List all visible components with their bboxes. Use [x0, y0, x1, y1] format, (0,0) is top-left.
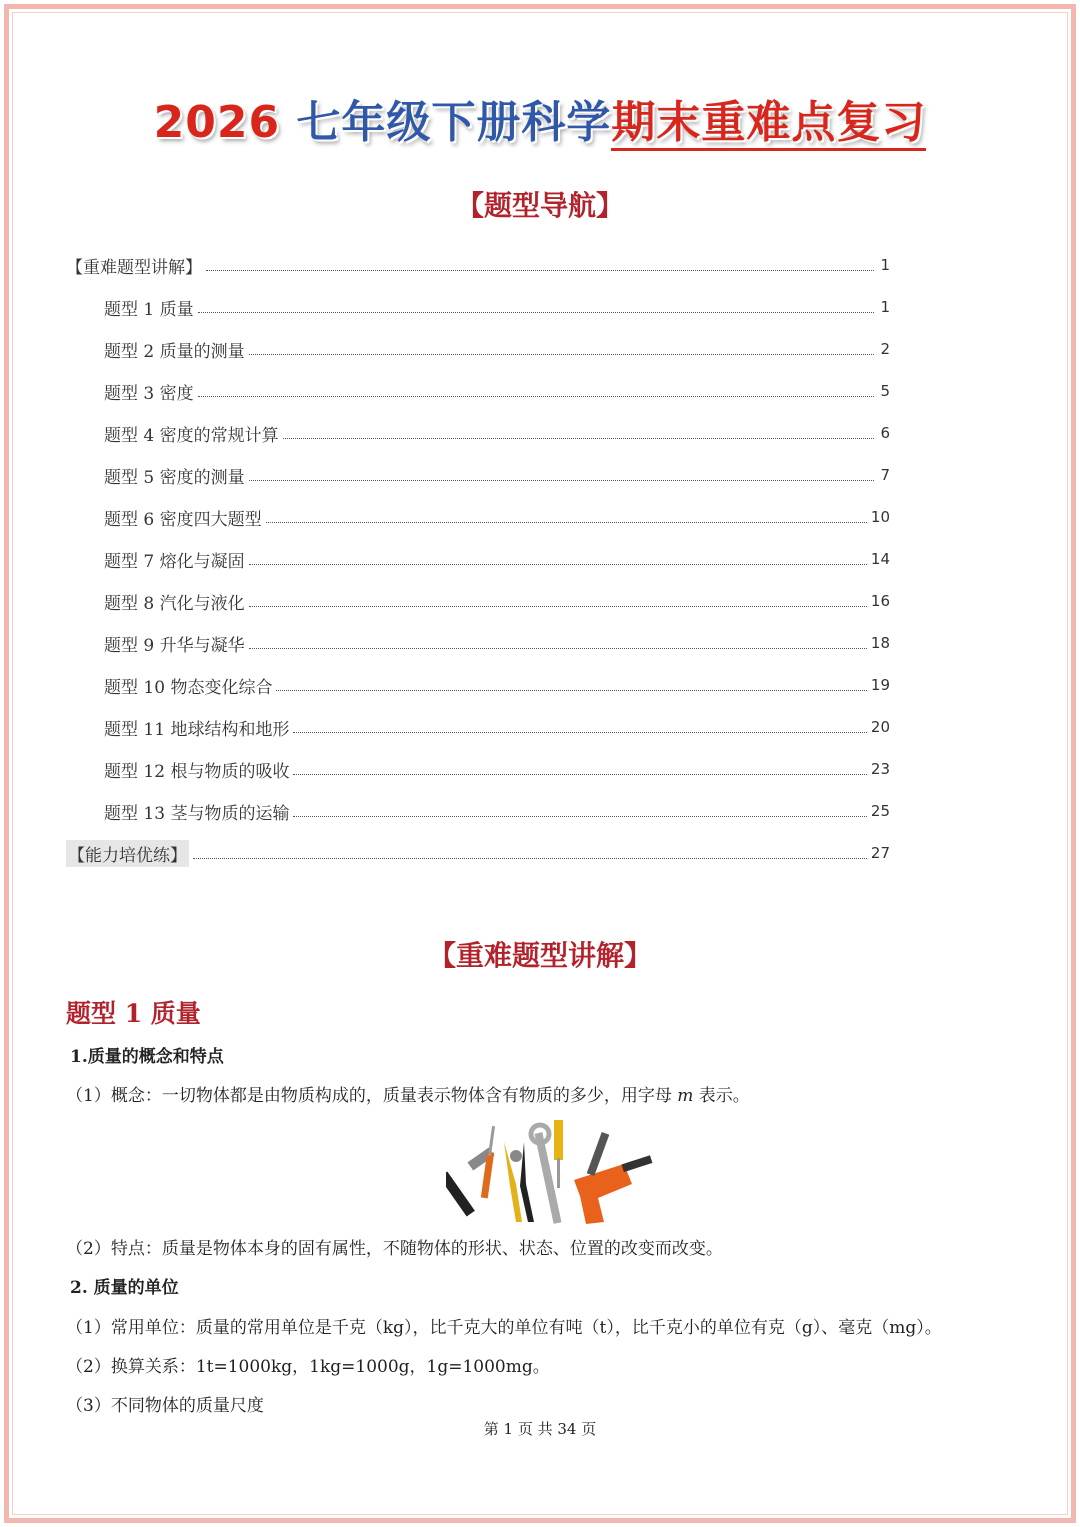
- toc-entry-page: 1: [880, 298, 890, 316]
- toc-entry-page: 16: [870, 592, 890, 610]
- toc-entry-page: 23: [870, 760, 890, 778]
- toc-entry-label: 【能力培优练】: [66, 840, 189, 867]
- title-middle: 七年级下册科学: [280, 97, 612, 148]
- toc-entry[interactable]: [66, 748, 890, 790]
- toc-entry-page: 25: [870, 802, 890, 820]
- variable-m: m: [677, 1086, 694, 1106]
- toc-entry-page: 6: [880, 424, 890, 442]
- toc-entry-label: 题型 6 密度四大题型: [104, 509, 262, 530]
- paragraph-concept: [66, 1081, 750, 1106]
- paragraph-property: （2）特点：质量是物体本身的固有属性，不随物体的形状、状态、位置的改变而改变。: [66, 1239, 723, 1259]
- toc-entry-label: 题型 11 地球结构和地形: [104, 719, 290, 740]
- toc-entry-page: 18: [870, 634, 890, 652]
- section-heading: 【重难题型讲解】: [427, 939, 652, 972]
- drill-icon: [574, 1132, 652, 1224]
- toc-leader-dots: [249, 354, 874, 355]
- toc-entry-label: 题型 3 密度: [104, 383, 194, 404]
- toc-entry-page: 7: [880, 466, 890, 484]
- toc-entry-label: 题型 10 物态变化综合: [104, 677, 273, 698]
- toc-leader-dots: [206, 270, 874, 271]
- toc-entry[interactable]: [66, 664, 890, 706]
- toc-entry-label: 题型 7 熔化与凝固: [104, 551, 245, 572]
- paragraph-concept-end: 表示。: [693, 1086, 750, 1106]
- toc-entry[interactable]: [66, 706, 890, 748]
- toc-entry-label: 题型 9 升华与凝华: [104, 635, 245, 656]
- toc-entry[interactable]: [66, 286, 890, 328]
- title-banner: [0, 86, 1080, 150]
- toc-entry[interactable]: [66, 412, 890, 454]
- toc-entry-page: 27: [870, 844, 890, 862]
- toc-entry[interactable]: [66, 538, 890, 580]
- paragraph-concept-text: （1）概念：一切物体都是由物质构成的，质量表示物体含有物质的多少，用字母: [66, 1086, 678, 1106]
- toc-leader-dots: [293, 816, 866, 817]
- toc-entry-page: 20: [870, 718, 890, 736]
- toc-entry[interactable]: [66, 370, 890, 412]
- toc-entry-page: 10: [870, 508, 890, 526]
- subheading-concept: 1.质量的概念和特点: [70, 1047, 224, 1067]
- toc-entry-label: 题型 12 根与物质的吸收: [104, 761, 290, 782]
- pliers-icon: [504, 1142, 534, 1222]
- toc-leader-dots: [266, 522, 867, 523]
- toc-entry[interactable]: [66, 832, 890, 874]
- toc-entry-page: 5: [880, 382, 890, 400]
- paragraph-mass-scale: （3）不同物体的质量尺度: [66, 1396, 264, 1416]
- title-year: 2026: [153, 97, 281, 148]
- toc-entry-page: 1: [880, 256, 890, 274]
- toc-leader-dots: [198, 312, 874, 313]
- toc-entry-label: 【重难题型讲解】: [66, 257, 202, 278]
- toc-entry-label: 题型 4 密度的常规计算: [104, 425, 279, 446]
- toc-entry-page: 19: [870, 676, 890, 694]
- toc-entry-label: 题型 8 汽化与液化: [104, 593, 245, 614]
- screwdriver-yellow-icon: [554, 1120, 563, 1188]
- topic-title: 题型 1 质量: [66, 999, 201, 1028]
- toc-leader-dots: [276, 690, 866, 691]
- navigation-heading: 【题型导航】: [455, 189, 624, 222]
- subheading-units: 2. 质量的单位: [70, 1278, 179, 1298]
- toc-entry-label: 题型 13 茎与物质的运输: [104, 803, 290, 824]
- toc-entry-page: 14: [870, 550, 890, 568]
- toc-entry[interactable]: [66, 328, 890, 370]
- toc-entry[interactable]: [66, 496, 890, 538]
- toc-leader-dots: [249, 564, 867, 565]
- toc-leader-dots: [249, 480, 874, 481]
- toc-leader-dots: [249, 648, 867, 649]
- main-title: [154, 86, 927, 150]
- toc-leader-dots: [293, 774, 866, 775]
- toc-entry-label: 题型 2 质量的测量: [104, 341, 245, 362]
- title-highlight: 期末重难点复习: [611, 97, 926, 151]
- toc-entry-label: 题型 5 密度的测量: [104, 467, 245, 488]
- toc-entry[interactable]: [66, 790, 890, 832]
- toc-leader-dots: [193, 858, 867, 859]
- toc-entry[interactable]: [66, 580, 890, 622]
- toc-leader-dots: [198, 396, 874, 397]
- toc-entry[interactable]: [66, 622, 890, 664]
- toc-entry-label: 题型 1 质量: [104, 299, 194, 320]
- paragraph-common-units: （1）常用单位：质量的常用单位是千克（kg），比千克大的单位有吨（t），比千克小的单位有克（g）、毫克（mg）。: [66, 1318, 942, 1338]
- toc-entry[interactable]: [66, 244, 890, 286]
- tools-illustration: [446, 1112, 656, 1230]
- toc-leader-dots: [283, 438, 874, 439]
- toc-entry-page: 2: [880, 340, 890, 358]
- toc-leader-dots: [249, 606, 867, 607]
- table-of-contents: [66, 244, 890, 874]
- toc-leader-dots: [293, 732, 866, 733]
- paragraph-conversion: （2）换算关系：1t=1000kg，1kg=1000g，1g=1000mg。: [66, 1357, 550, 1377]
- page-footer: 第 1 页 共 34 页: [483, 1420, 597, 1438]
- toc-entry[interactable]: [66, 454, 890, 496]
